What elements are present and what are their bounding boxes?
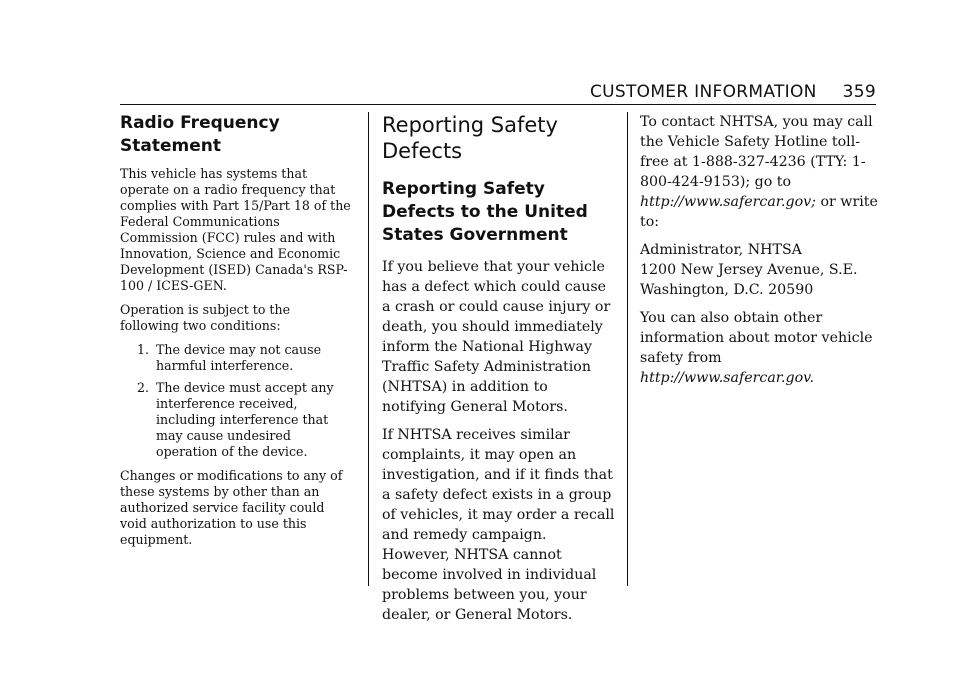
list-item bbox=[120, 380, 352, 460]
address-line: Administrator, NHTSA bbox=[640, 242, 802, 258]
contact-paragraph bbox=[640, 112, 884, 232]
page-number: 359 bbox=[842, 82, 876, 102]
section-title-reporting: Reporting Safety Defects bbox=[382, 113, 558, 163]
list-item-text: The device may not cause harmful interference. bbox=[156, 342, 322, 373]
safercar-link[interactable]: http://www.safercar.gov; bbox=[640, 194, 816, 210]
investigation-paragraph: If NHTSA receives similar complaints, it may open an investigation, and if it finds that a safety defect exists in a group of vehicles, it may order a recall and remedy campaign. However, NHTSA cannot become involved in individual problems between you, your dealer, or General Motors. bbox=[382, 427, 615, 623]
column-divider bbox=[627, 112, 628, 586]
list-item-number: 1. bbox=[136, 342, 149, 357]
page-header bbox=[0, 82, 876, 102]
list-item-number: 2. bbox=[136, 380, 149, 395]
column-divider bbox=[368, 112, 369, 586]
column-radio-frequency bbox=[120, 112, 352, 556]
changes-warning: Changes or modifications to any of these systems by other than an authorized service facility could void authorization to use this equipment. bbox=[120, 468, 343, 547]
more-info-paragraph bbox=[640, 308, 884, 388]
column-contact bbox=[640, 112, 884, 396]
column-reporting-defects bbox=[382, 112, 616, 633]
more-info-text: You can also obtain other information about motor vehicle safety from bbox=[640, 310, 873, 366]
mailing-address bbox=[640, 240, 884, 300]
contact-tail: or write to: bbox=[640, 194, 878, 230]
header-rule bbox=[120, 104, 876, 105]
contact-text: To contact NHTSA, you may call the Vehicle Safety Hotline toll-free at 1-888-327-4236 (TTY: 1-800-424-9153); go to bbox=[640, 114, 873, 190]
conditions-intro: Operation is subject to the following two conditions: bbox=[120, 302, 291, 333]
conditions-list bbox=[120, 342, 352, 460]
radio-frequency-heading: Radio Frequency Statement bbox=[120, 113, 280, 156]
safercar-link-2[interactable]: http://www.safercar.gov. bbox=[640, 370, 814, 386]
address-line: Washington, D.C. 20590 bbox=[640, 282, 814, 298]
radio-frequency-paragraph: This vehicle has systems that operate on a radio frequency that complies with Part 15/Part 18 of the Federal Communications Commission (FCC) rules and with Innovation, Science and Economic Development (ISED) Canada's RSP-100 / ICES-GEN. bbox=[120, 166, 351, 293]
defect-paragraph: If you believe that your vehicle has a defect which could cause a crash or could cause injury or death, you should immediately inform the National Highway Traffic Safety Administration (NHTSA) in addition to notifying General Motors. bbox=[382, 259, 611, 415]
list-item-text: The device must accept any interference received, including interference that may cause undesired operation of the device. bbox=[156, 380, 334, 459]
address-line: 1200 New Jersey Avenue, S.E. bbox=[640, 262, 858, 278]
section-title: CUSTOMER INFORMATION bbox=[589, 82, 817, 102]
reporting-subheading: Reporting Safety Defects to the United States Government bbox=[382, 179, 588, 245]
list-item bbox=[120, 342, 352, 374]
